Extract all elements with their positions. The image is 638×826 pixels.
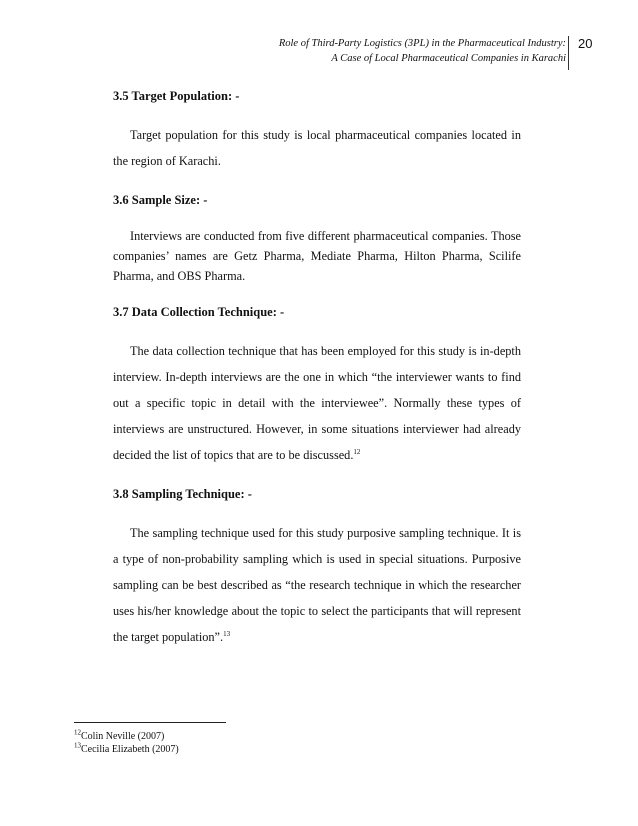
header-title-line-1: Role of Third-Party Logistics (3PL) in the Pharmaceutical Industry: (278, 38, 566, 49)
footnote-ref: 12 (353, 447, 361, 456)
footnote-ref: 13 (223, 629, 231, 638)
section-heading: 3.5 Target Population: - (113, 89, 240, 103)
header-title-line-2: A Case of Local Pharmaceutical Companies in Karachi (331, 53, 566, 64)
paragraph-text: The data collection technique that has been employed for this study is in-depth interview. In-depth interviews are the one in which “the interviewer wants to find out a specific topic in detail with the interviewee”. Normally these types of interviews are unstructured. However, in some situations interviewer had already decided the list of topics that are to be discussed. (113, 344, 521, 462)
running-header (250, 36, 566, 66)
paragraph-text: The sampling technique used for this study purposive sampling technique. It is a type of non-probability sampling which is used in special situations. Purposive sampling can be best described as “the research technique in which the researcher uses his/her knowledge about the topic to select the participants that will represent the target population”. (113, 526, 521, 644)
page-number: 20 (568, 36, 592, 70)
footnote-text: Colin Neville (2007) (81, 731, 165, 742)
footnotes (74, 730, 179, 756)
footnote (74, 743, 179, 756)
section-heading: 3.6 Sample Size: - (113, 193, 208, 207)
section-paragraph: Interviews are conducted from five different pharmaceutical companies. Those companies’ names are Getz Pharma, Mediate Pharma, Hilton Pharma, Scilife Pharma, and OBS Pharma. (113, 229, 521, 283)
footnote-mark: 12 (74, 728, 81, 737)
section-heading: 3.8 Sampling Technique: - (113, 487, 252, 501)
section-paragraph (113, 338, 521, 468)
footnote-text: Cecilia Elizabeth (2007) (81, 744, 179, 755)
section-data-collection (113, 304, 521, 468)
section-paragraph: Target population for this study is local pharmaceutical companies located in the region of Karachi. (113, 128, 521, 168)
section-sample-size (113, 192, 521, 286)
section-sampling-technique (113, 486, 521, 650)
footnote-separator (74, 722, 226, 723)
section-heading: 3.7 Data Collection Technique: - (113, 305, 285, 319)
footnote-mark: 13 (74, 741, 81, 750)
footnote (74, 730, 179, 743)
section-target-population (113, 88, 521, 174)
document-body (113, 88, 521, 668)
section-paragraph (113, 520, 521, 650)
